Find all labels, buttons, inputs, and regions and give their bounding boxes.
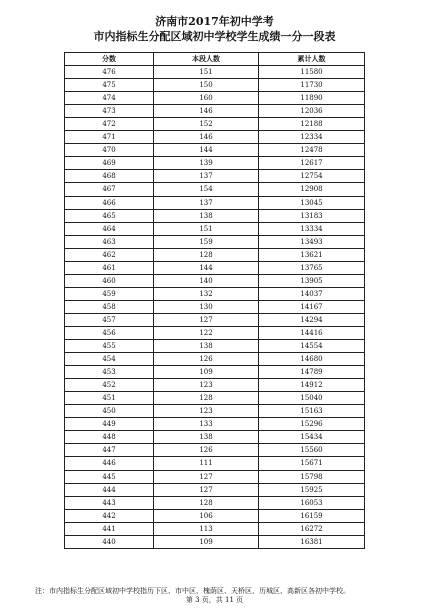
table-row: [65, 157, 365, 170]
table-row: [65, 235, 365, 248]
header-score: 分数: [65, 53, 154, 66]
cumulative-count-cell: 12478: [259, 144, 365, 157]
table-row: [65, 496, 365, 509]
segment-count-cell: 127: [154, 313, 259, 326]
table-row: [65, 274, 365, 287]
score-cell: 456: [65, 326, 154, 339]
cumulative-count-cell: 13493: [259, 235, 365, 248]
segment-count-cell: 150: [154, 79, 259, 92]
cumulative-count-cell: 14789: [259, 366, 365, 379]
segment-count-cell: 137: [154, 170, 259, 183]
score-cell: 464: [65, 222, 154, 235]
table-row: [65, 300, 365, 313]
segment-count-cell: 123: [154, 405, 259, 418]
header-cumulative-count: 累计人数: [259, 53, 365, 66]
cumulative-count-cell: 13183: [259, 209, 365, 222]
table-row: [65, 66, 365, 79]
segment-count-cell: 126: [154, 444, 259, 457]
cumulative-count-cell: 15163: [259, 405, 365, 418]
segment-count-cell: 154: [154, 183, 259, 196]
table-row: [65, 79, 365, 92]
segment-count-cell: 128: [154, 496, 259, 509]
score-cell: 443: [65, 496, 154, 509]
segment-count-cell: 138: [154, 340, 259, 353]
cumulative-count-cell: 14554: [259, 340, 365, 353]
table-row: [65, 144, 365, 157]
segment-count-cell: 130: [154, 300, 259, 313]
page-indicator: 第 3 页，共 11 页: [185, 596, 244, 604]
table-row: [65, 431, 365, 444]
table-row: [65, 353, 365, 366]
score-cell: 476: [65, 66, 154, 79]
cumulative-count-cell: 13045: [259, 196, 365, 209]
segment-count-cell: 126: [154, 353, 259, 366]
score-cell: 445: [65, 470, 154, 483]
score-cell: 446: [65, 457, 154, 470]
score-cell: 440: [65, 535, 154, 548]
cumulative-count-cell: 14912: [259, 379, 365, 392]
score-cell: 442: [65, 509, 154, 522]
score-cell: 463: [65, 235, 154, 248]
table-row: [65, 470, 365, 483]
score-cell: 452: [65, 379, 154, 392]
cumulative-count-cell: 12334: [259, 131, 365, 144]
table-row: [65, 418, 365, 431]
cumulative-count-cell: 15925: [259, 483, 365, 496]
segment-count-cell: 111: [154, 457, 259, 470]
segment-count-cell: 144: [154, 144, 259, 157]
table-row: [65, 222, 365, 235]
table-row: [65, 457, 365, 470]
segment-count-cell: 146: [154, 105, 259, 118]
cumulative-count-cell: 16381: [259, 535, 365, 548]
score-cell: 455: [65, 340, 154, 353]
table-row: [65, 196, 365, 209]
segment-count-cell: 160: [154, 92, 259, 105]
segment-count-cell: 133: [154, 418, 259, 431]
segment-count-cell: 122: [154, 326, 259, 339]
segment-count-cell: 151: [154, 222, 259, 235]
table-row: [65, 92, 365, 105]
score-cell: 444: [65, 483, 154, 496]
cumulative-count-cell: 12754: [259, 170, 365, 183]
segment-count-cell: 137: [154, 196, 259, 209]
score-cell: 465: [65, 209, 154, 222]
table-row: [65, 366, 365, 379]
cumulative-count-cell: 11890: [259, 92, 365, 105]
segment-count-cell: 132: [154, 287, 259, 300]
segment-count-cell: 139: [154, 157, 259, 170]
score-cell: 460: [65, 274, 154, 287]
score-cell: 470: [65, 144, 154, 157]
cumulative-count-cell: 13765: [259, 261, 365, 274]
cumulative-count-cell: 11580: [259, 66, 365, 79]
table-row: [65, 131, 365, 144]
table-row: [65, 392, 365, 405]
segment-count-cell: 113: [154, 522, 259, 535]
table-row: [65, 483, 365, 496]
score-cell: 471: [65, 131, 154, 144]
score-cell: 449: [65, 418, 154, 431]
cumulative-count-cell: 15798: [259, 470, 365, 483]
score-cell: 447: [65, 444, 154, 457]
table-row: [65, 209, 365, 222]
score-cell: 473: [65, 105, 154, 118]
segment-count-cell: 127: [154, 483, 259, 496]
table-row: [65, 287, 365, 300]
table-row: [65, 522, 365, 535]
segment-count-cell: 140: [154, 274, 259, 287]
segment-count-cell: 109: [154, 535, 259, 548]
cumulative-count-cell: 14294: [259, 313, 365, 326]
cumulative-count-cell: 15560: [259, 444, 365, 457]
segment-count-cell: 138: [154, 209, 259, 222]
table-row: [65, 405, 365, 418]
score-cell: 474: [65, 92, 154, 105]
table-row: [65, 261, 365, 274]
table-row: [65, 326, 365, 339]
cumulative-count-cell: 15040: [259, 392, 365, 405]
score-cell: 441: [65, 522, 154, 535]
score-cell: 451: [65, 392, 154, 405]
table-row: [65, 118, 365, 131]
score-cell: 466: [65, 196, 154, 209]
cumulative-count-cell: 12617: [259, 157, 365, 170]
score-cell: 461: [65, 261, 154, 274]
segment-count-cell: 152: [154, 118, 259, 131]
segment-count-cell: 128: [154, 392, 259, 405]
cumulative-count-cell: 14167: [259, 300, 365, 313]
score-cell: 458: [65, 300, 154, 313]
segment-count-cell: 127: [154, 470, 259, 483]
score-cell: 467: [65, 183, 154, 196]
cumulative-count-cell: 16272: [259, 522, 365, 535]
table-row: [65, 379, 365, 392]
segment-count-cell: 146: [154, 131, 259, 144]
cumulative-count-cell: 14037: [259, 287, 365, 300]
cumulative-count-cell: 12036: [259, 105, 365, 118]
score-cell: 459: [65, 287, 154, 300]
cumulative-count-cell: 15296: [259, 418, 365, 431]
cumulative-count-cell: 15434: [259, 431, 365, 444]
cumulative-count-cell: 16159: [259, 509, 365, 522]
cumulative-count-cell: 13621: [259, 248, 365, 261]
cumulative-count-cell: 13905: [259, 274, 365, 287]
score-cell: 472: [65, 118, 154, 131]
table-row: [65, 105, 365, 118]
table-row: [65, 340, 365, 353]
segment-count-cell: 159: [154, 235, 259, 248]
score-cell: 454: [65, 353, 154, 366]
table-row: [65, 535, 365, 548]
score-cell: 450: [65, 405, 154, 418]
cumulative-count-cell: 14416: [259, 326, 365, 339]
score-cell: 469: [65, 157, 154, 170]
segment-count-cell: 106: [154, 509, 259, 522]
table-row: [65, 313, 365, 326]
table-row: [65, 509, 365, 522]
cumulative-count-cell: 13334: [259, 222, 365, 235]
document-subtitle: 市内指标生分配区域初中学校学生成绩一分一段表: [93, 30, 336, 43]
score-cell: 475: [65, 79, 154, 92]
score-cell: 457: [65, 313, 154, 326]
cumulative-count-cell: 15671: [259, 457, 365, 470]
document-title: 济南市2017年初中学考: [155, 15, 274, 28]
cumulative-count-cell: 11730: [259, 79, 365, 92]
cumulative-count-cell: 12908: [259, 183, 365, 196]
cumulative-count-cell: 14680: [259, 353, 365, 366]
segment-count-cell: 128: [154, 248, 259, 261]
table-row: [65, 248, 365, 261]
score-cell: 448: [65, 431, 154, 444]
cumulative-count-cell: 12188: [259, 118, 365, 131]
score-distribution-table: [64, 52, 365, 549]
footnote: 注：市内指标生分配区域初中学校指历下区、市中区、槐荫区、天桥区、历城区、高新区各初中学校。: [35, 587, 350, 595]
table-row: [65, 444, 365, 457]
header-segment-count: 本段人数: [154, 53, 259, 66]
table-header-row: [65, 53, 365, 66]
table-row: [65, 183, 365, 196]
table-row: [65, 170, 365, 183]
segment-count-cell: 151: [154, 66, 259, 79]
score-cell: 453: [65, 366, 154, 379]
segment-count-cell: 144: [154, 261, 259, 274]
score-cell: 468: [65, 170, 154, 183]
score-cell: 462: [65, 248, 154, 261]
cumulative-count-cell: 16053: [259, 496, 365, 509]
segment-count-cell: 109: [154, 366, 259, 379]
segment-count-cell: 123: [154, 379, 259, 392]
segment-count-cell: 138: [154, 431, 259, 444]
